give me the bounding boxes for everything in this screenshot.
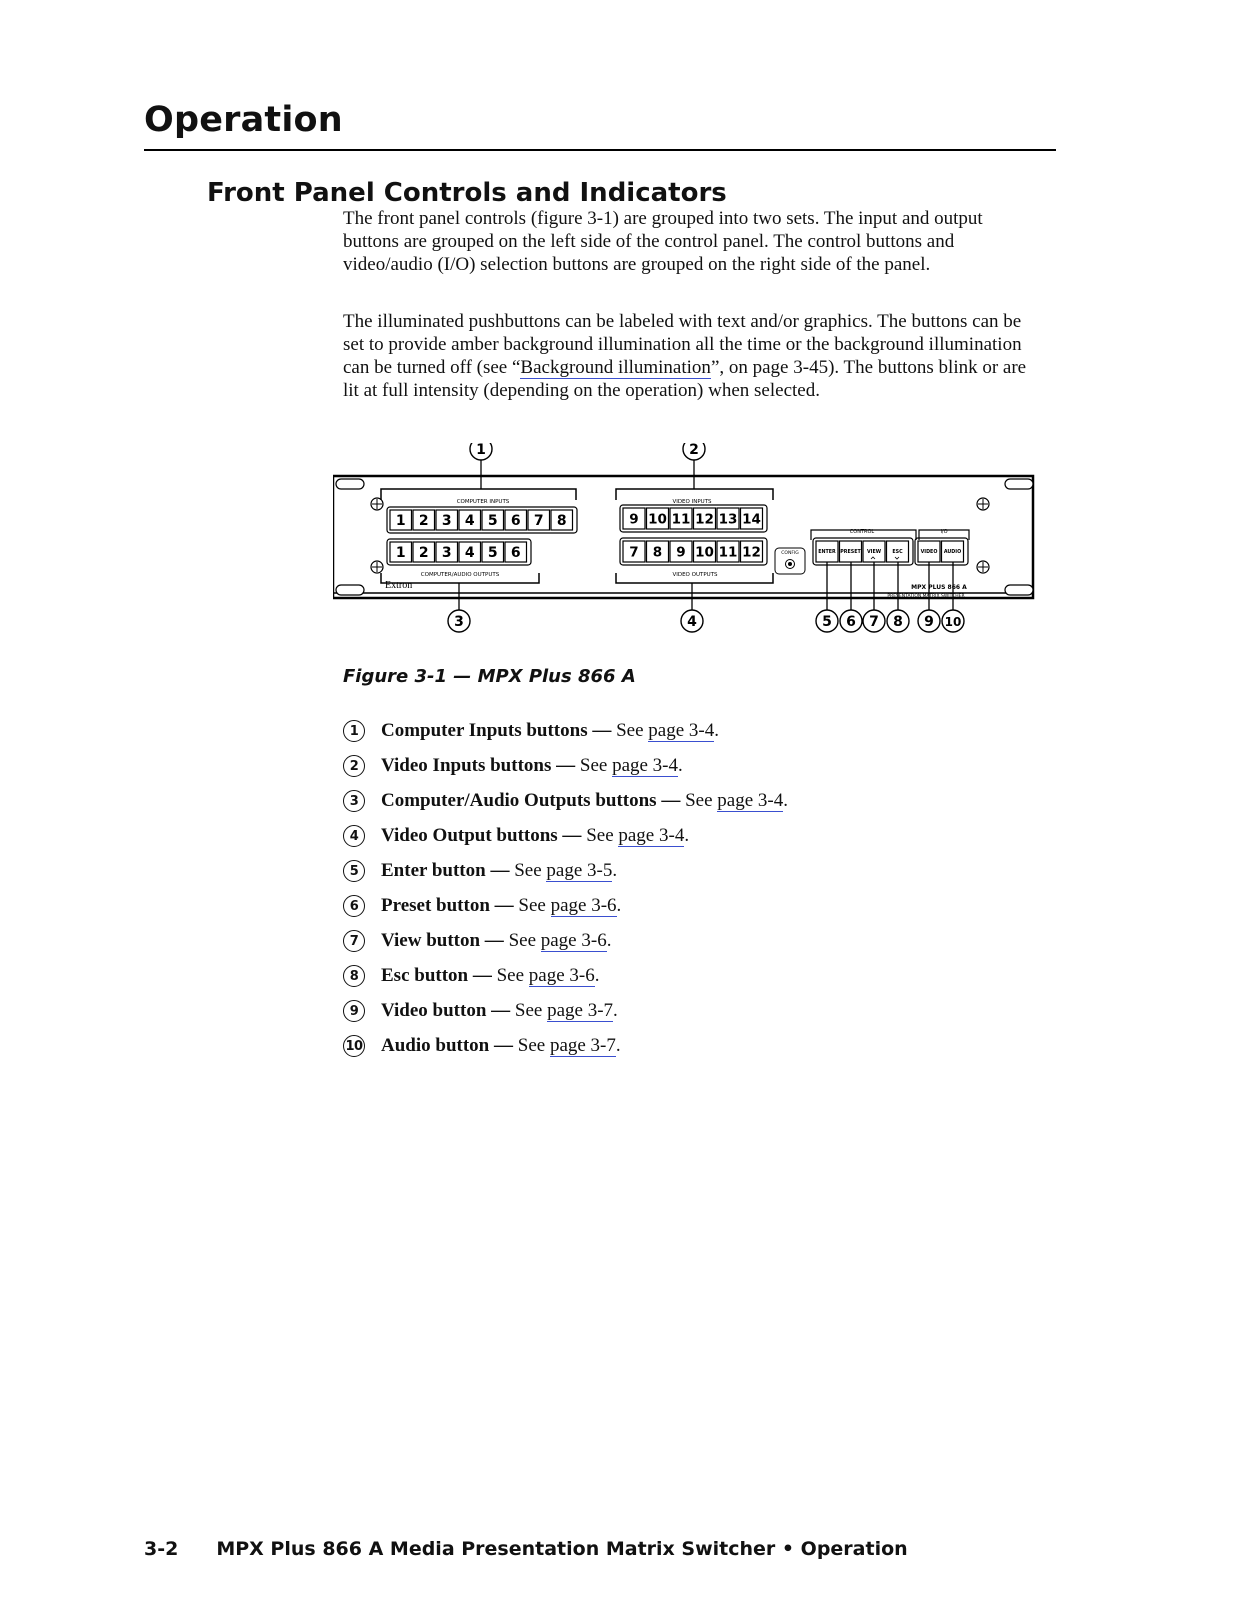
computer-input-button[interactable] xyxy=(436,510,458,530)
svg-text:6: 6 xyxy=(510,545,521,562)
svg-text:7: 7 xyxy=(533,513,544,530)
legend-number: 2 xyxy=(343,755,365,777)
legend-label: Video Output buttons — xyxy=(381,825,582,846)
paragraph-text-after: ”, on page 3-45). The buttons blink or are lit at full intensity (depending on the operation) when selected. xyxy=(343,357,1027,401)
computer-input-button[interactable] xyxy=(551,510,573,530)
video-input-button[interactable] xyxy=(694,508,716,529)
computer-audio-output-button[interactable] xyxy=(482,542,504,562)
computer-input-button[interactable] xyxy=(413,510,435,530)
front-panel-diagram xyxy=(333,443,1061,653)
legend-item xyxy=(343,895,788,930)
legend-number: 1 xyxy=(343,720,365,742)
computer-input-button[interactable] xyxy=(390,510,412,530)
svg-text:1: 1 xyxy=(476,443,486,458)
legend-number: 8 xyxy=(343,965,365,987)
legend-label: Esc button — xyxy=(381,965,492,986)
legend-item xyxy=(343,755,788,790)
figure-caption: Figure 3-1 — MPX Plus 866 A xyxy=(343,666,636,687)
illumination-paragraph xyxy=(343,310,1043,402)
svg-text:7: 7 xyxy=(629,544,639,561)
computer-audio-output-button[interactable] xyxy=(413,542,435,562)
legend-item xyxy=(343,930,788,965)
legend-see: See xyxy=(513,895,551,916)
legend-page-link[interactable]: page 3-4 xyxy=(648,720,715,741)
legend-page-link[interactable]: page 3-7 xyxy=(549,1035,616,1056)
video-output-button[interactable] xyxy=(670,541,692,562)
io-label: I/O xyxy=(940,529,948,535)
svg-text:3: 3 xyxy=(454,614,464,630)
brand-logo: Extron xyxy=(385,580,413,591)
svg-text:VIDEO: VIDEO xyxy=(920,550,938,556)
video-input-button[interactable] xyxy=(670,508,692,529)
svg-text:5: 5 xyxy=(487,545,498,562)
legend-page-link[interactable]: page 3-5 xyxy=(546,860,613,881)
intro-paragraph: The front panel controls (figure 3-1) are grouped into two sets. The input and output buttons are grouped on the left side of the control panel. The control buttons and video/audio (I/O) selection buttons are grouped on the right side of the panel. xyxy=(343,208,983,275)
legend-label: Computer Inputs buttons — xyxy=(381,720,612,741)
svg-text:9: 9 xyxy=(629,511,639,528)
svg-text:3: 3 xyxy=(441,545,452,562)
svg-text:10: 10 xyxy=(648,511,667,528)
legend-item xyxy=(343,860,788,895)
svg-text:PRESET: PRESET xyxy=(840,550,861,556)
video-input-button[interactable] xyxy=(717,508,739,529)
video-input-button[interactable] xyxy=(623,508,645,529)
computer-input-button[interactable] xyxy=(505,510,527,530)
computer-input-button[interactable] xyxy=(528,510,550,530)
svg-text:4: 4 xyxy=(687,614,697,630)
section-title: Front Panel Controls and Indicators xyxy=(207,178,727,208)
legend-page-link[interactable]: page 3-6 xyxy=(540,930,607,951)
svg-text:10: 10 xyxy=(944,615,962,629)
model-name: MPX PLUS 866 A xyxy=(911,584,967,591)
rack-slot-top-right xyxy=(1005,479,1033,489)
legend-end: . xyxy=(616,895,622,916)
svg-text:14: 14 xyxy=(742,511,761,528)
legend-see: See xyxy=(575,755,613,776)
legend-end: . xyxy=(594,965,600,986)
video-output-button[interactable] xyxy=(717,541,739,562)
control-button[interactable] xyxy=(816,541,838,562)
legend-see: See xyxy=(503,930,541,951)
legend-end: . xyxy=(678,755,683,776)
legend-end: . xyxy=(714,720,719,741)
legend-item xyxy=(343,1035,788,1070)
chapter-title: Operation xyxy=(144,100,343,140)
legend-number: 4 xyxy=(343,825,365,847)
computer-input-button[interactable] xyxy=(482,510,504,530)
svg-text:VIEW: VIEW xyxy=(866,550,882,556)
footer-page-number: 3-2 xyxy=(144,1538,179,1560)
svg-text:ENTER: ENTER xyxy=(818,550,836,556)
svg-text:8: 8 xyxy=(556,513,567,530)
legend-end: . xyxy=(613,1000,618,1021)
svg-text:11: 11 xyxy=(671,511,691,528)
video-inputs-label: VIDEO INPUTS xyxy=(672,499,712,505)
legend-see: See xyxy=(491,965,529,986)
legend-number: 7 xyxy=(343,930,365,952)
svg-text:8: 8 xyxy=(893,614,903,630)
legend-see: See xyxy=(509,860,547,881)
legend-end: . xyxy=(606,930,612,951)
legend-label: Video button — xyxy=(381,1000,511,1021)
computer-inputs-label: COMPUTER INPUTS xyxy=(456,499,510,505)
legend-label: Preset button — xyxy=(381,895,514,916)
chapter-rule xyxy=(144,149,1056,151)
control-label: CONTROL xyxy=(849,529,875,535)
computer-input-button[interactable] xyxy=(459,510,481,530)
legend-label: Computer/Audio Outputs buttons — xyxy=(381,790,681,811)
svg-text:2: 2 xyxy=(418,545,429,562)
svg-text:AUDIO: AUDIO xyxy=(943,550,962,556)
legend-page-link[interactable]: page 3-6 xyxy=(550,895,617,916)
svg-text:7: 7 xyxy=(869,614,879,630)
svg-text:5: 5 xyxy=(822,614,832,630)
config-label: CONFIG xyxy=(781,551,799,556)
legend-number: 9 xyxy=(343,1000,365,1022)
svg-text:5: 5 xyxy=(487,513,498,530)
video-output-button[interactable] xyxy=(623,541,645,562)
legend-label: Enter button — xyxy=(381,860,510,881)
legend-number: 6 xyxy=(343,895,365,917)
legend-item xyxy=(343,825,788,860)
control-button[interactable] xyxy=(840,541,862,562)
computer-audio-outputs-label: COMPUTER/AUDIO OUTPUTS xyxy=(420,572,500,578)
front-panel-figure xyxy=(333,443,1061,653)
screw-icon xyxy=(977,561,989,573)
paragraph-text-before: The illuminated pushbuttons can be labeled with text and/or graphics. The buttons can be set to provide amber background illumination all the time or the background illumination can be turned off (see “ xyxy=(343,311,1022,378)
svg-text:4: 4 xyxy=(464,513,475,530)
legend-end: . xyxy=(684,825,690,846)
legend-number: 5 xyxy=(343,860,365,882)
svg-text:9: 9 xyxy=(924,614,934,630)
io-button[interactable] xyxy=(942,541,964,562)
legend-see: See xyxy=(513,1035,550,1056)
video-input-button[interactable] xyxy=(741,508,763,529)
svg-text:3: 3 xyxy=(441,513,452,530)
computer-audio-output-button[interactable] xyxy=(459,542,481,562)
svg-text:2: 2 xyxy=(418,513,429,530)
svg-text:ESC: ESC xyxy=(892,550,903,556)
legend-item xyxy=(343,790,788,825)
legend-end: . xyxy=(615,1035,621,1056)
svg-text:1: 1 xyxy=(395,513,406,530)
legend-label: Audio button — xyxy=(381,1035,513,1056)
rack-slot-bottom-left xyxy=(336,585,364,595)
legend-page-link[interactable]: page 3-6 xyxy=(528,965,595,986)
svg-text:13: 13 xyxy=(718,511,738,528)
rack-slot-top-left xyxy=(336,479,364,489)
legend-see: See xyxy=(680,790,718,811)
svg-text:6: 6 xyxy=(846,614,856,630)
legend-label: Video Inputs buttons — xyxy=(381,755,576,776)
legend-label: View button — xyxy=(381,930,504,951)
legend-page-link[interactable]: page 3-4 xyxy=(612,755,679,776)
svg-text:9: 9 xyxy=(676,544,686,561)
legend-page-link[interactable]: page 3-7 xyxy=(547,1000,614,1021)
screw-icon xyxy=(371,561,383,573)
video-outputs-label: VIDEO OUTPUTS xyxy=(672,572,718,578)
control-button[interactable] xyxy=(863,541,885,562)
legend-list xyxy=(343,720,788,1070)
legend-see: See xyxy=(611,720,649,741)
computer-audio-output-button[interactable] xyxy=(436,542,458,562)
legend-page-link[interactable]: page 3-4 xyxy=(717,790,784,811)
background-illumination-link[interactable]: Background illumination xyxy=(520,357,711,378)
legend-number: 3 xyxy=(343,790,365,812)
legend-see: See xyxy=(510,1000,548,1021)
svg-text:11: 11 xyxy=(718,544,738,561)
svg-text:6: 6 xyxy=(510,513,521,530)
video-output-button[interactable] xyxy=(647,541,669,562)
legend-number: 10 xyxy=(343,1035,365,1057)
screw-icon xyxy=(977,498,989,510)
svg-text:12: 12 xyxy=(742,544,761,561)
svg-text:4: 4 xyxy=(464,545,475,562)
svg-text:12: 12 xyxy=(695,511,714,528)
computer-audio-output-button[interactable] xyxy=(390,542,412,562)
svg-text:2: 2 xyxy=(689,443,699,458)
chassis-outline xyxy=(333,476,1033,598)
video-output-button[interactable] xyxy=(741,541,763,562)
computer-audio-output-button[interactable] xyxy=(505,542,527,562)
legend-end: . xyxy=(612,860,618,881)
legend-see: See xyxy=(581,825,619,846)
legend-item xyxy=(343,1000,788,1035)
model-description: PRESENTATION MATRIX SWITCHER xyxy=(887,594,965,599)
page-footer xyxy=(144,1538,908,1560)
rack-slot-bottom-right xyxy=(1005,585,1033,595)
footer-title: MPX Plus 866 A Media Presentation Matrix Switcher • Operation xyxy=(216,1538,908,1560)
legend-page-link[interactable]: page 3-4 xyxy=(618,825,685,846)
video-input-button[interactable] xyxy=(647,508,669,529)
svg-text:1: 1 xyxy=(395,545,406,562)
legend-item xyxy=(343,720,788,755)
legend-end: . xyxy=(783,790,788,811)
io-button[interactable] xyxy=(918,541,940,562)
svg-text:10: 10 xyxy=(695,544,714,561)
video-output-button[interactable] xyxy=(694,541,716,562)
svg-text:8: 8 xyxy=(652,544,663,561)
legend-item xyxy=(343,965,788,1000)
